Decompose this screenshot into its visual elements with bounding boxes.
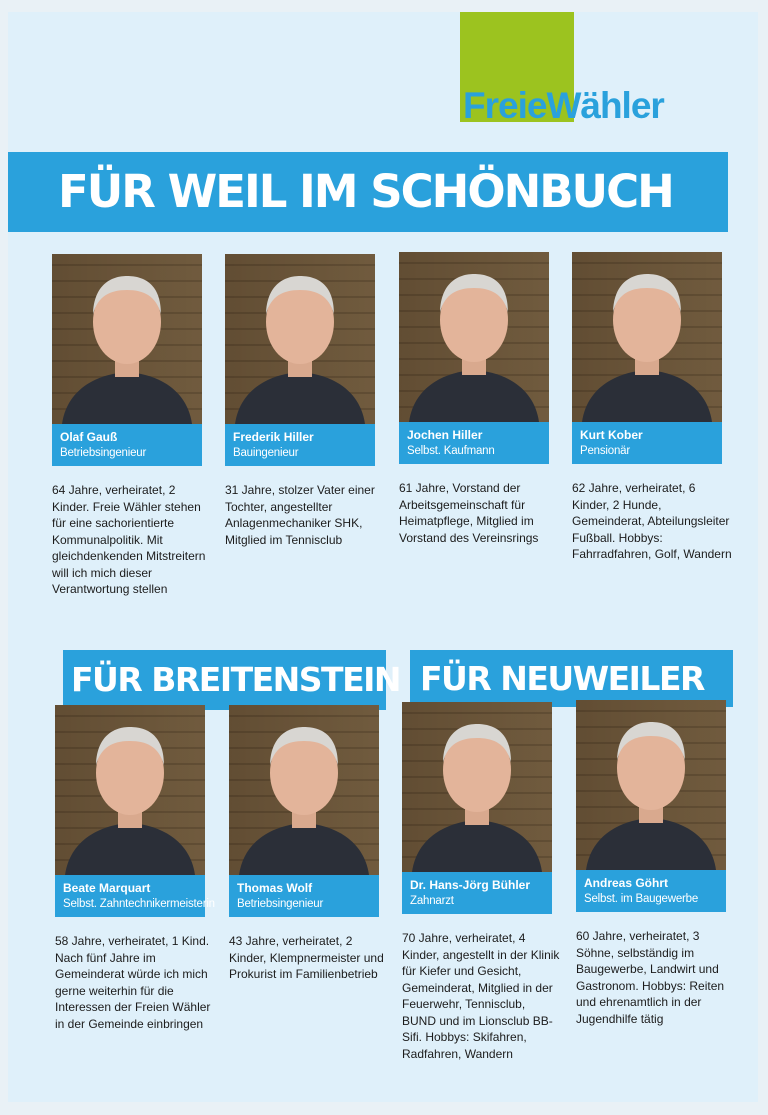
candidate-bio: 61 Jahre, Vorstand der Arbeitsgemeinschaft für Heimatpflege, Mitglied im Vorstand des Vereinsrings [399, 481, 539, 545]
portrait-body [586, 818, 716, 870]
candidate-job: Pensionär [580, 445, 630, 457]
candidate-photo [572, 252, 722, 422]
candidate-job: Bauingenieur [233, 447, 299, 459]
candidate-name: Jochen Hiller [407, 428, 483, 442]
candidate-name: Beate Marquart [63, 881, 151, 895]
candidate-bio: 64 Jahre, verheiratet, 2 Kinder. Freie Wähler stehen für eine sachorientierte Kommunalpolitik. Mit gleichdenkenden Mitstreitern will ich mich dieser Verantwortung stellen [52, 483, 206, 596]
candidate-name: Dr. Hans-Jörg Bühler [410, 878, 531, 892]
candidate-bio: 62 Jahre, verheiratet, 6 Kinder, 2 Hunde, Gemeinderat, Abteilungsleiter Fußball. Hobbys: Fahrradfahren, Golf, Wandern [572, 481, 732, 561]
candidate-job: Betriebsingenieur [60, 447, 147, 459]
candidate-card [402, 702, 560, 1062]
logo-part-1: Freie [463, 85, 547, 126]
freie-waehler-logo [463, 86, 664, 126]
section-heading-neuweiler: FÜR NEUWEILER [410, 650, 733, 707]
portrait-silhouette [399, 252, 549, 422]
candidate-name: Frederik Hiller [233, 430, 314, 444]
candidate-tag [225, 424, 375, 466]
portrait-body [65, 823, 195, 875]
candidate-name: Olaf Gauß [60, 430, 118, 444]
candidate-card [576, 700, 726, 1027]
candidate-tag [576, 870, 726, 912]
candidate-job: Betriebsingenieur [237, 898, 324, 910]
portrait-body [412, 820, 542, 872]
portrait-silhouette [52, 254, 202, 424]
candidate-bio: 70 Jahre, verheiratet, 4 Kinder, angestellt in der Klinik für Kiefer und Gesicht, Gemeinderat, Mitglied in der Feuerwehr, Tennisclub, BUND und im Lionsclub BB-Sifi. Hobbys: Skifahren, Radfahren, Wandern [402, 931, 560, 1061]
candidate-tag [55, 875, 215, 917]
candidate-photo [52, 254, 202, 424]
portrait-silhouette [576, 700, 726, 870]
portrait-silhouette [225, 254, 375, 424]
candidate-card [52, 254, 206, 598]
candidate-tag [572, 422, 722, 464]
portrait-silhouette [572, 252, 722, 422]
portrait-body [235, 372, 365, 424]
candidate-bio: 31 Jahre, stolzer Vater einer Tochter, angestellter Anlagenmechaniker SHK, Mitglied im Tennisclub [225, 483, 375, 547]
candidate-bio: 58 Jahre, verheiratet, 1 Kind. Nach fünf Jahre im Gemeinderat würde ich mich gerne weiterhin für die Interessen der Freien Wähler in der Gemeinde einbringen [55, 934, 211, 1031]
portrait-body [62, 372, 192, 424]
candidate-name: Andreas Göhrt [584, 876, 669, 890]
portrait-silhouette [402, 702, 552, 872]
candidate-job: Selbst. Zahntechnikermeisterin [63, 898, 215, 910]
section-heading-breitenstein: FÜR BREITENSTEIN [63, 650, 386, 710]
flyer-page [8, 12, 758, 1102]
portrait-body [582, 370, 712, 422]
candidate-tag [229, 875, 379, 917]
candidate-photo [576, 700, 726, 870]
candidate-job: Zahnarzt [410, 895, 454, 907]
candidate-tag [402, 872, 552, 914]
section-heading-weil: FÜR WEIL IM SCHÖNBUCH [8, 152, 728, 232]
candidate-name: Thomas Wolf [237, 881, 313, 895]
candidate-bio: 60 Jahre, verheiratet, 3 Söhne, selbständig im Baugewerbe, Landwirt und Gastronom. Hobbys: Reiten und ehrenamtlich in der Jugendhilfe tätig [576, 929, 725, 1026]
candidate-photo [55, 705, 205, 875]
portrait-body [409, 370, 539, 422]
candidate-tag [399, 422, 549, 464]
logo-part-2: Wähler [546, 85, 664, 126]
portrait-silhouette [229, 705, 379, 875]
candidate-name: Kurt Kober [580, 428, 643, 442]
candidate-card [399, 252, 549, 546]
candidate-photo [229, 705, 379, 875]
candidate-card [572, 252, 732, 563]
candidate-card [229, 705, 384, 983]
candidate-photo [402, 702, 552, 872]
candidate-photo [225, 254, 375, 424]
candidate-job: Selbst. Kaufmann [407, 445, 495, 457]
candidate-tag [52, 424, 202, 466]
candidate-job: Selbst. im Baugewerbe [584, 893, 699, 905]
candidate-photo [399, 252, 549, 422]
candidate-card [55, 705, 215, 1032]
portrait-silhouette [55, 705, 205, 875]
candidate-card [225, 254, 375, 548]
portrait-body [239, 823, 369, 875]
candidate-bio: 43 Jahre, verheiratet, 2 Kinder, Klempnermeister und Prokurist im Familienbetrieb [229, 934, 384, 981]
